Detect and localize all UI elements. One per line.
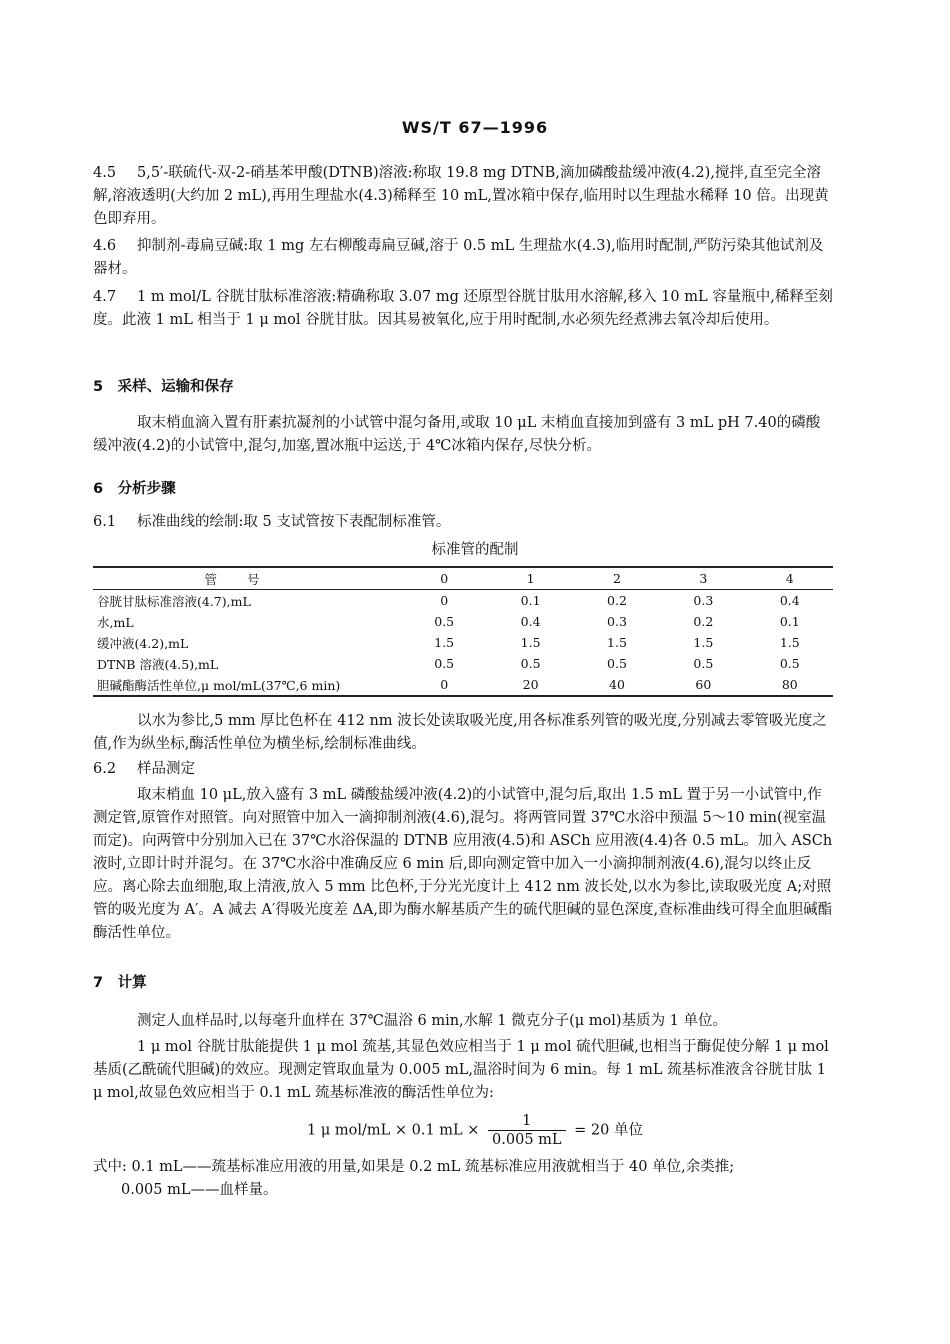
- table-cell: 0.5: [434, 656, 455, 671]
- table-cell: 0.5: [779, 656, 800, 671]
- paragraph: 以水为参比,5 mm 厚比色杯在 412 nm 波长处读取吸光度,用各标准系列管的吸光度,分别减去零管吸光度之值,作为纵坐标,酶活性单位为横坐标,绘制标准曲线。: [93, 713, 827, 752]
- table-row: [93, 674, 833, 696]
- table-cell: 0.5: [693, 656, 714, 671]
- clause-title: 样品测定: [137, 761, 195, 777]
- table-cell: 0.1: [779, 614, 800, 629]
- table-cell: 0.3: [693, 593, 714, 608]
- column-header: 管号: [204, 571, 290, 587]
- row-label: 胆碱酯酶活性单位,μ mol/mL(37℃,6 min): [97, 677, 341, 693]
- clause-number: 6.2: [93, 761, 117, 777]
- formula-right: = 20 单位: [574, 1122, 643, 1139]
- table-cell: 1.5: [607, 635, 627, 650]
- table-cell: 0.2: [607, 593, 627, 608]
- column-header: 3: [699, 571, 708, 586]
- standard-number-header: WS/T 67—1996: [401, 118, 549, 137]
- formula: [0, 1112, 950, 1149]
- row-label: DTNB 溶液(4.5),mL: [97, 656, 219, 672]
- table-row: [93, 590, 833, 612]
- column-header: 0: [440, 571, 449, 586]
- clause-text: 标准曲线的绘制:取 5 支试管按下表配制标准管。: [137, 514, 451, 530]
- table-cell: 40: [609, 677, 625, 692]
- table-cell: 0: [440, 677, 449, 692]
- section-title: 7 计算: [93, 975, 147, 991]
- section-5-title: [93, 376, 833, 399]
- where-line-1: 式中: 0.1 mL——巯基标准应用液的用量,如果是 0.2 mL 巯基标准应用液就相当于 40 单位,余类推;: [93, 1159, 735, 1175]
- section-6-title: [93, 478, 833, 501]
- standard-tube-table: [93, 566, 833, 697]
- where-line-2: 0.005 mL——血样量。: [121, 1182, 278, 1198]
- column-header: 2: [613, 571, 621, 586]
- after-table-paragraph: [93, 710, 833, 756]
- section-7-p1: [93, 1010, 833, 1033]
- clause-4-7: [93, 286, 833, 332]
- section-title: 6 分析步骤: [93, 481, 176, 497]
- section-title: 5 采样、运输和保存: [93, 379, 234, 395]
- table-row: [93, 653, 833, 674]
- table-cell: 60: [695, 677, 712, 692]
- formula-left: 1 μ mol/mL × 0.1 mL ×: [307, 1122, 480, 1139]
- paragraph: 1 μ mol 谷胱甘肽能提供 1 μ mol 巯基,其显色效应相当于 1 μ mol 硫代胆碱,也相当于酶促使分解 1 μ mol 基质(乙酰硫代胆碱)的效应。现测定管取血量为 0.005 mL,温浴时间为 6 min。每 1 mL 巯基标准液含谷胱甘肽 1 μ mol,故显色效应相当于 0.1 mL 巯基标准液的酶活性单位为:: [93, 1039, 829, 1101]
- paragraph: 测定人血样品时,以每毫升血样在 37℃温浴 6 min,水解 1 微克分子(μ mol)基质为 1 单位。: [137, 1013, 728, 1029]
- table-cell: 0: [440, 593, 449, 608]
- section-7-title: [93, 972, 833, 995]
- section-5-body: [93, 412, 833, 458]
- section-7-p2: [93, 1036, 833, 1105]
- table-cell: 0.5: [434, 614, 455, 629]
- where-clause: [93, 1156, 833, 1202]
- clause-number: 4.5: [93, 165, 117, 181]
- formula-numerator: 1: [488, 1112, 566, 1131]
- table-cell: 0.4: [520, 614, 541, 629]
- clause-4-5: [93, 162, 833, 231]
- paragraph: 取末梢血滴入置有肝素抗凝剂的小试管中混匀备用,或取 10 μL 末梢血直接加到盛有 3 mL pH 7.40的磷酸缓冲液(4.2)的小试管中,混匀,加塞,置冰瓶中运送,于 4℃冰箱内保存,尽快分析。: [93, 415, 821, 454]
- table-cell: 0.1: [520, 593, 541, 608]
- column-header: 1: [526, 571, 535, 586]
- table-cell: 0.5: [520, 656, 541, 671]
- column-header: 4: [785, 571, 794, 586]
- paragraph: 取末梢血 10 μL,放入盛有 3 mL 磷酸盐缓冲液(4.2)的小试管中,混匀后,取出 1.5 mL 置于另一小试管中,作测定管,原管作对照管。向对照管中加入一滴抑制剂液(4.6),混匀。将两管同置 37℃水浴中预温 5～10 min(视室温而定)。向两管中分别加入已在 37℃水浴保温的 DTNB 应用液(4.5)和 ASCh 应用液(4.4)各 0.5 mL。加入 ASCh 液时,立即计时并混匀。在 37℃水浴中准确反应 6 min 后,即向测定管中加入一小滴抑制剂液(4.6),混匀以终止反应。离心除去血细胞,取上清液,放入 5 mm 比色杯,于分光光度计上 412 nm 波长处,以水为参比,读取吸光度 A;对照管的吸光度为 A′。A 减去 A′得吸光度差 ΔA,即为酶水解基质产生的硫代胆碱的显色深度,查标准曲线可得全血胆碱酯酶活性单位。: [93, 787, 833, 941]
- table-row: [93, 632, 833, 653]
- table-cell: 1.5: [520, 635, 541, 650]
- clause-number: 4.7: [93, 289, 117, 305]
- clause-number: 6.1: [93, 514, 117, 530]
- table-caption: 标准管的配制: [431, 542, 519, 558]
- formula-denominator: 0.005 mL: [492, 1132, 562, 1148]
- table-cell: 0.3: [607, 614, 627, 629]
- row-label: 缓冲液(4.2),mL: [97, 635, 189, 651]
- clause-text: 1 m mol/L 谷胱甘肽标准溶液:精确称取 3.07 mg 还原型谷胱甘肽用水溶解,移入 10 mL 容量瓶中,稀释至刻度。此液 1 mL 相当于 1 μ mol 谷胱甘肽。因其易被氧化,应于用时配制,水必须先经煮沸去氧冷却后使用。: [93, 289, 833, 328]
- table-cell: 1.5: [779, 635, 800, 650]
- clause-4-6: [93, 235, 833, 281]
- table-cell: 0.2: [693, 614, 714, 629]
- clause-6-1: [93, 511, 833, 534]
- clause-6-2-body: [93, 784, 833, 945]
- row-label: 谷胱甘肽标准溶液(4.7),mL: [97, 593, 251, 609]
- clause-text: 抑制剂-毒扁豆碱:取 1 mg 左右柳酸毒扁豆碱,溶于 0.5 mL 生理盐水(4.3),临用时配制,严防污染其他试剂及器材。: [93, 238, 824, 277]
- table-cell: 1.5: [434, 635, 455, 650]
- table-cell: 20: [522, 677, 539, 692]
- table-cell: 0.5: [607, 656, 627, 671]
- clause-number: 4.6: [93, 238, 117, 254]
- table-header-row: [93, 567, 833, 590]
- table-cell: 1.5: [693, 635, 714, 650]
- clause-6-2-title: [93, 758, 833, 781]
- table-cell: 0.4: [779, 593, 800, 608]
- row-label: 水,mL: [97, 614, 134, 630]
- clause-text: 5,5′-联硫代-双-2-硝基苯甲酸(DTNB)溶液:称取 19.8 mg DTNB,滴加磷酸盐缓冲液(4.2),搅拌,直至完全溶解,溶液透明(大约加 2 mL),再用生理盐水(4.3)稀释至 10 mL,置冰箱中保存,临用时以生理盐水稀释 10 倍。出现黄色即弃用。: [93, 165, 829, 227]
- table-cell: 80: [781, 677, 798, 692]
- formula-fraction: [488, 1112, 566, 1149]
- table-row: [93, 611, 833, 632]
